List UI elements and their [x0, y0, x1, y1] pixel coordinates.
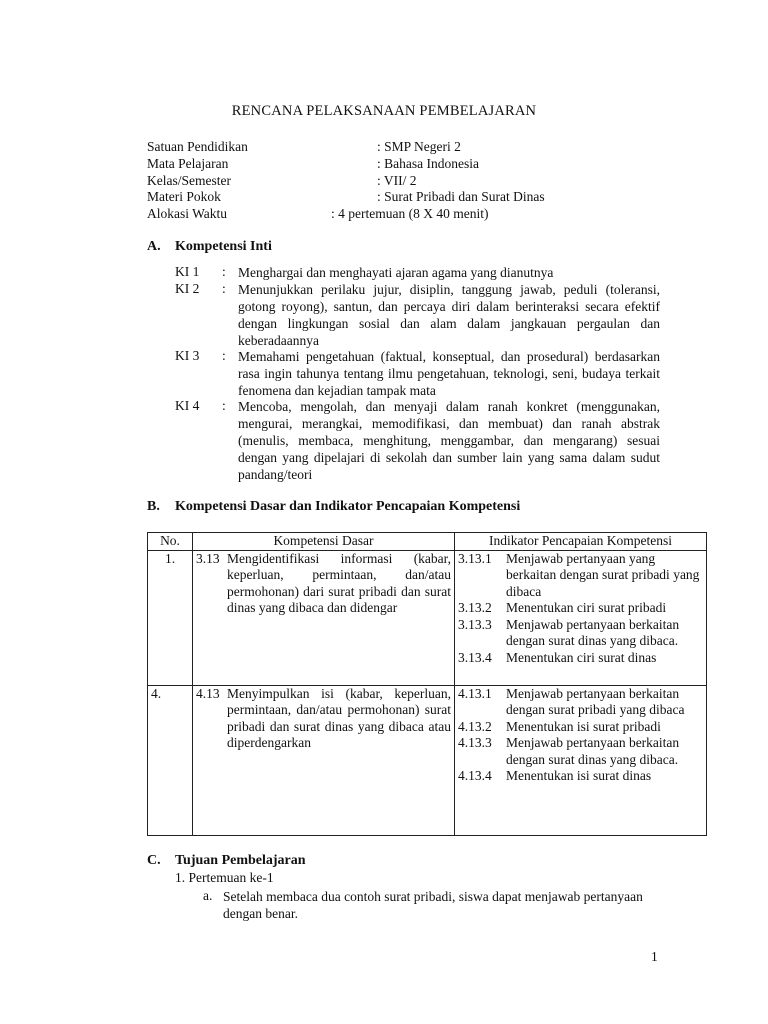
section-number: B. [147, 499, 160, 514]
section-number: A. [147, 239, 161, 254]
kd-text: Menyimpulkan isi (kabar, keperluan, permintaan, dan/atau permohonan) surat pribadi dan surat dinas yang dibaca atau diperdengarkan [227, 685, 451, 750]
indicator-number: 3.13.2 [458, 600, 492, 615]
kd-cell [193, 550, 455, 685]
indicator-item [458, 735, 703, 768]
objective-letter: a. [203, 888, 213, 903]
table-row [148, 685, 707, 835]
ki-code: KI 4 [175, 398, 200, 413]
kd-cell [193, 685, 455, 835]
identity-value: : 4 pertemuan (8 X 40 menit) [331, 206, 489, 221]
indicator-text: Menjawab pertanyaan berkaitan dengan surat pribadi yang dibaca [506, 685, 685, 717]
table-header-row [148, 533, 707, 551]
ki-item [175, 348, 660, 399]
document-title: RENCANA PELAKSANAAN PEMBELAJARAN [231, 103, 537, 119]
page-number: 1 [651, 949, 658, 964]
ki-text: Menunjukkan perilaku jujur, disiplin, tanggung jawab, peduli (toleransi, gotong royong), santun, dan percaya diri dalam berinteraksi secara efektif dengan lingkungan sosial dan alam dalam jangkauan pergaulan dan keberadaannya [238, 282, 660, 348]
ki-code: KI 1 [175, 264, 200, 279]
indicator-item [458, 617, 703, 650]
indicator-number: 4.13.3 [458, 735, 492, 750]
indicator-number: 3.13.3 [458, 616, 492, 632]
table-header-cell: No. [148, 533, 193, 551]
indicator-text: Menentukan isi surat pribadi [506, 718, 661, 734]
identity-label: Kelas/Semester [147, 173, 231, 188]
indicator-item [458, 686, 703, 719]
identity-value: : VII/ 2 [377, 173, 417, 188]
indicator-text: Menjawab pertanyaan yang berkaitan dengan surat pribadi yang dibaca [506, 550, 700, 599]
indicator-cell [455, 685, 707, 835]
identity-label: Satuan Pendidikan [147, 139, 248, 154]
indicator-text: Menjawab pertanyaan berkaitan dengan surat dinas yang dibaca. [506, 616, 680, 648]
ki-colon: : [222, 398, 226, 413]
kd-number: 4.13 [196, 685, 220, 701]
ki-text: Mencoba, mengolah, dan menyaji dalam ranah konkret (menggunakan, mengurai, merangkai, memodifikasi, dan membuat) dan ranah abstrak (menulis, membaca, menghitung, menggambar, dan mengarang) sesuai dengan yang dipelajari di sekolah dan sumber lain yang sama dalam sudut pandang/teori [238, 399, 660, 482]
indicator-item [458, 551, 703, 601]
indicator-text: Menentukan ciri surat dinas [506, 649, 657, 665]
ki-item [175, 281, 660, 349]
indicator-number: 4.13.2 [458, 718, 492, 734]
table-header-cell: Indikator Pencapaian Kompetensi [455, 533, 707, 551]
ki-colon: : [222, 264, 226, 279]
ki-text: Menghargai dan menghayati ajaran agama yang dianutnya [238, 265, 554, 280]
ki-item [175, 398, 660, 483]
indicator-item [458, 600, 703, 617]
indicator-number: 3.13.1 [458, 550, 492, 566]
indicator-item [458, 719, 703, 736]
section-number: C. [147, 853, 161, 868]
identity-label: Materi Pokok [147, 189, 221, 204]
section-c-heading [147, 853, 306, 869]
section-b-heading [147, 499, 520, 515]
identity-value: : SMP Negeri 2 [377, 139, 461, 154]
indicator-number: 3.13.4 [458, 649, 492, 665]
identity-label: Alokasi Waktu [147, 206, 228, 221]
indicator-number: 4.13.1 [458, 685, 492, 701]
ki-code: KI 3 [175, 348, 200, 363]
indicator-number: 4.13.4 [458, 768, 492, 783]
objective-text: Setelah membaca dua contoh surat pribadi, siswa dapat menjawab pertanyaan dengan benar. [223, 889, 643, 921]
competency-table [147, 532, 707, 836]
row-number: 4. [148, 685, 193, 835]
kd-text: Mengidentifikasi informasi (kabar, keperluan, permintaan, dan/atau permohonan) dari surat pribadi dan surat dinas yang dibaca dan didengar [227, 550, 451, 615]
indicator-cell [455, 550, 707, 685]
indicator-text: Menjawab pertanyaan berkaitan dengan surat dinas yang dibaca. [506, 735, 680, 767]
row-number: 1. [148, 550, 193, 685]
identity-label: Mata Pelajaran [147, 156, 229, 171]
indicator-text: Menentukan isi surat dinas [506, 768, 652, 783]
section-a-heading [147, 239, 272, 255]
ki-colon: : [222, 281, 226, 296]
section-title: Kompetensi Dasar dan Indikator Pencapaian Kompetensi [175, 499, 521, 514]
ki-colon: : [222, 348, 226, 363]
ki-item [175, 264, 660, 281]
section-title: Tujuan Pembelajaran [175, 853, 306, 868]
identity-value: : Bahasa Indonesia [377, 156, 479, 171]
indicator-item [458, 768, 703, 785]
identity-value: : Surat Pribadi dan Surat Dinas [377, 189, 545, 204]
kd-number: 3.13 [196, 550, 220, 566]
ki-code: KI 2 [175, 281, 200, 296]
meeting-item: 1. Pertemuan ke-1 [175, 870, 274, 885]
section-title: Kompetensi Inti [175, 239, 272, 254]
table-header-cell: Kompetensi Dasar [193, 533, 455, 551]
indicator-item [458, 650, 703, 667]
table-row [148, 550, 707, 685]
ki-text: Memahami pengetahuan (faktual, konseptual, dan prosedural) berdasarkan rasa ingin tahunya tentang ilmu pengetahuan, teknologi, seni, budaya terkait fenomena dan kejadian tampak mata [238, 349, 660, 398]
indicator-text: Menentukan ciri surat pribadi [506, 600, 667, 615]
